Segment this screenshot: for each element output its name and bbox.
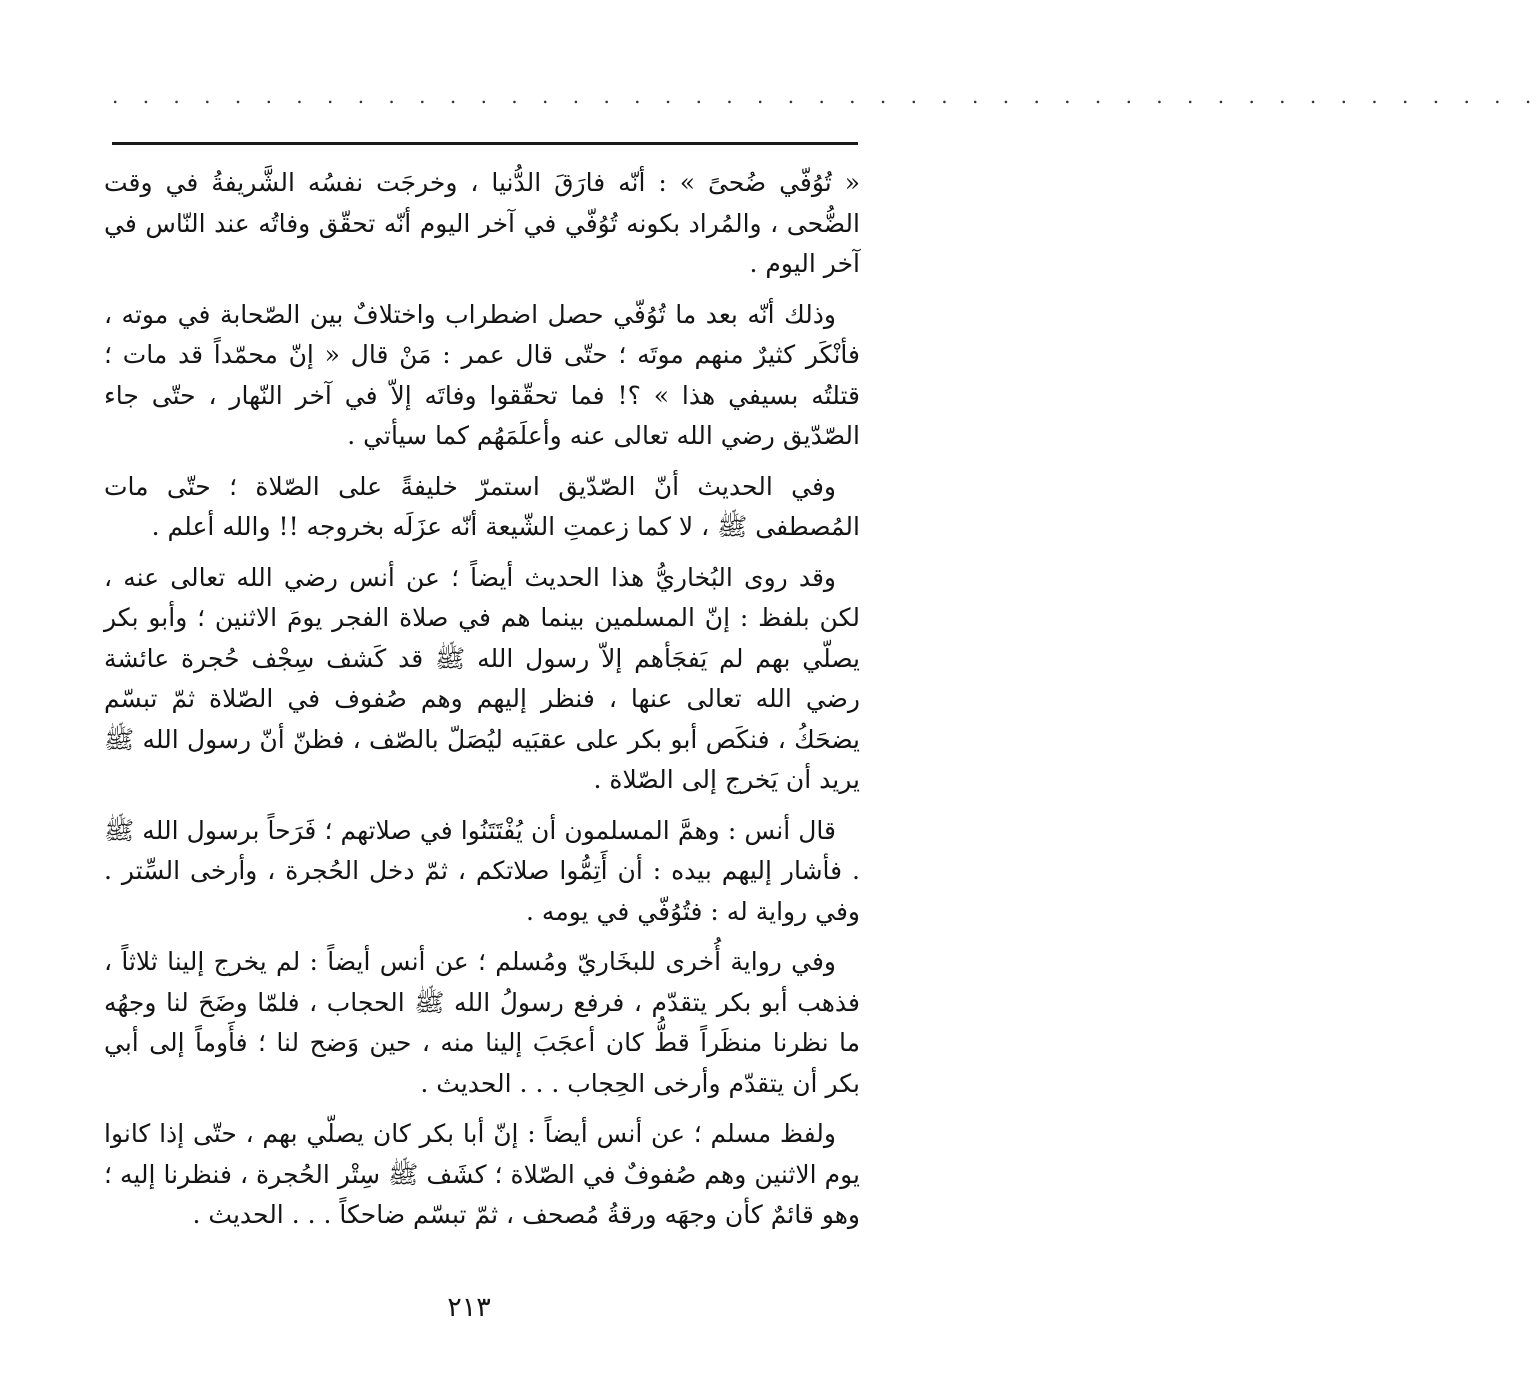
paragraph: وفي رواية أُخرى للبخَاريّ ومُسلم ؛ عن أنس أيضاً : لم يخرج إلينا ثلاثاً ، فذهب أبو بكر يتقدّم ، فرفع رسولُ الله ﷺ الحجاب ، فلمّا وضَحَ لنا وجهُه ما نظرنا منظَراً قطُّ كان أعجَبَ إلينا منه ، حين وَضح لنا ؛ فأَوماً إلى أبي بكر أن يتقدّم وأرخى الحِجاب . . . الحديث . [104, 947, 860, 1098]
paragraph: ولفظ مسلم ؛ عن أنس أيضاً : إنّ أبا بكر كان يصلّي بهم ، حتّى إذا كانوا يوم الاثنين وهم صُفوفٌ في الصّلاة ؛ كشَف ﷺ سِتْر الحُجرة ، فنظرنا إليه ؛ وهو قائمٌ كأن وجهَه ورقةُ مُصحف ، ثمّ تبسّم ضاحكاً . . . الحديث . [104, 1119, 860, 1229]
header-rule [112, 142, 858, 145]
paragraph: وذلك أنّه بعد ما تُوُفّي حصل اضطراب واختلافٌ بين الصّحابة في موته ، فأنْكَر كثيرٌ منهم موتَه ؛ حتّى قال عمر : مَنْ قال « إنّ محمّداً قد مات ؛ قتلتُه بسيفي هذا » ؟! فما تحقّقوا وفاتَه إلاّ في آخر النّهار ، حتّى جاء الصّدّيق رضي الله تعالى عنه وأعلَمَهُم كما سيأتي . [104, 299, 860, 450]
header-dotted-line: . . . . . . . . . . . . . . . . . . . . . . . . . . . . . . . . . . . . . . . . . . . . . . . [112, 84, 1540, 108]
paragraph: وقد روى البُخاريُّ هذا الحديث أيضاً ؛ عن أنس رضي الله تعالى عنه ، لكن بلفظ : إنّ المسلمين بينما هم في صلاة الفجر يومَ الاثنين ؛ وأبو بكر يصلّي بهم لم يَفجَأهم إلاّ رسول الله ﷺ قد كَشف سِجْف حُجرة عائشة رضي الله تعالى عنها ، فنظر إليهم وهم صُفوف في الصّلاة ثمّ تبسّم يضحَكُ ، فنكَص أبو بكر على عقبَيه ليُصَلّ بالصّف ، فظنّ أنّ رسول الله ﷺ يريد أن يَخرج إلى الصّلاة . [104, 562, 860, 794]
paragraph: وفي الحديث أنّ الصّدّيق استمرّ خليفةً على الصّلاة ؛ حتّى مات المُصطفى ﷺ ، لا كما زعمتِ الشّيعة أنّه عزَلَه بخروجه !! والله أعلم . [104, 471, 860, 541]
page-body [104, 163, 860, 1246]
page-number: ٢١٣ [447, 1292, 491, 1323]
paragraph: قال أنس : وهمَّ المسلمون أن يُفْتَتَنُوا في صلاتهم ؛ فَرَحاً برسول الله ﷺ . فأشار إليهم بيده : أن أَتِمُّوا صلاتكم ، ثمّ دخل الحُجرة ، وأرخى السِّتر . وفي رواية له : فتُوُفّي في يومه . [104, 815, 860, 926]
paragraph: « تُوُفّي ضُحىً » : أنّه فارَقَ الدُّنيا ، وخرجَت نفسُه الشَّريفةُ في وقت الضُّحى ، والمُراد بكونه تُوُفّي في آخر اليوم أنّه تحقّق وفاتُه عند النّاس في آخر اليوم . [104, 168, 860, 278]
